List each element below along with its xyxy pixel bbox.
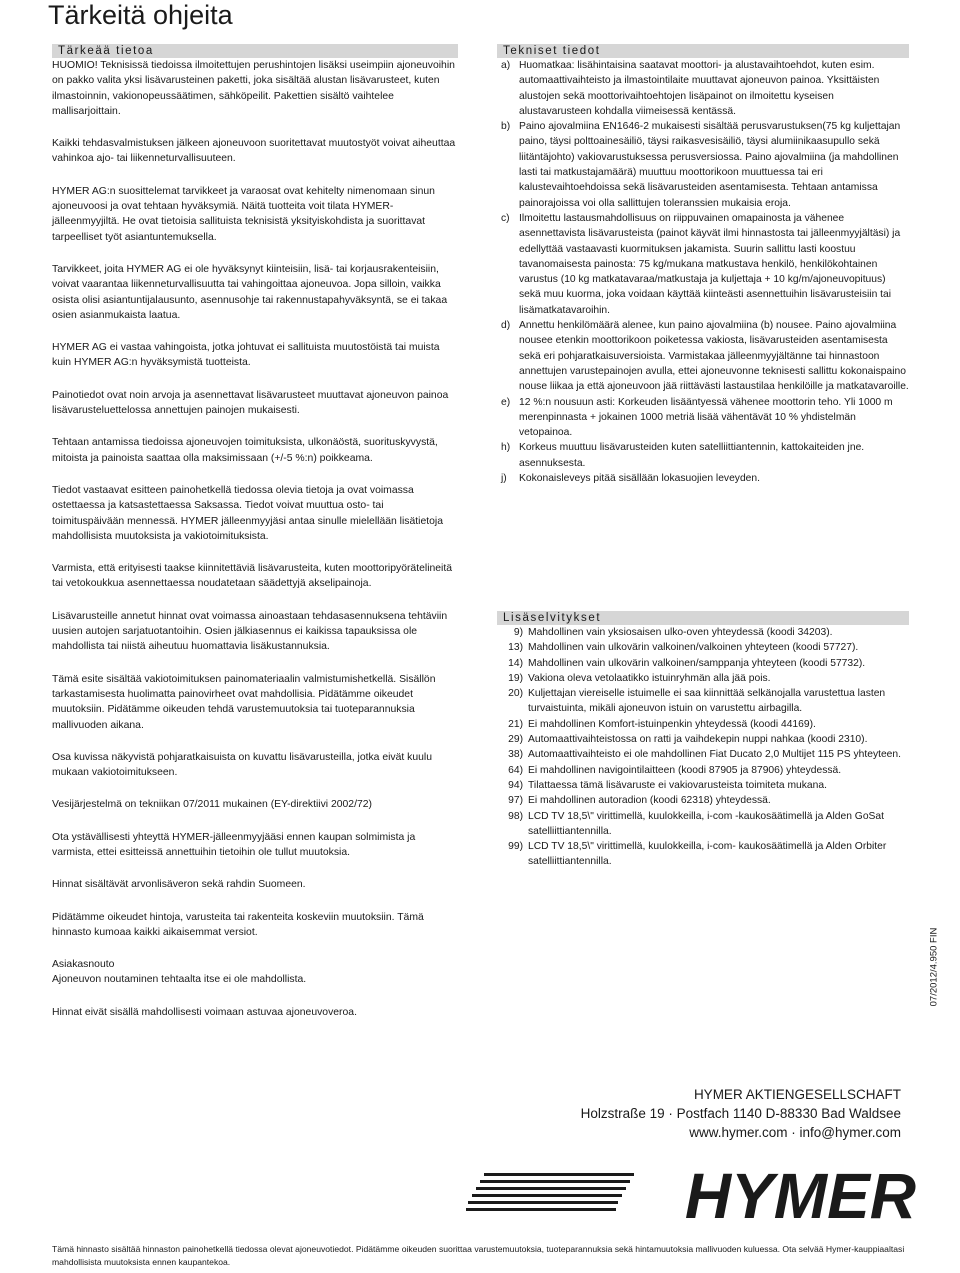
explanation-item-key: 20)	[508, 688, 523, 700]
technical-heading: Tekniset tiedot	[497, 44, 909, 58]
important-paragraph: Hinnat sisältävät arvonlisäveron sekä rahdin Suomeen.	[52, 879, 306, 891]
technical-item-key: d)	[501, 320, 511, 332]
document-code: 07/2012/4.950 FIN	[928, 927, 940, 1007]
important-paragraph: Lisävarusteille annetut hinnat ovat voimassa ainoastaan tehdasasennuksena tehtäviin uusien autojen sarjatuotantoihin. Osien jälkiasennus ei kaikissa tapauksissa ole mahdollista tai niistä aiheutuu huomattavia lisäkustannuksia.	[52, 610, 448, 653]
important-paragraph: HYMER AG ei vastaa vahingoista, jotka johtuvat ei sallituista muutostöistä tai muista kuin HYMER AG:n hyväksymistä tuotteista.	[52, 342, 440, 369]
important-paragraph: Ota ystävällisesti yhteyttä HYMER-jälleenmyyjääsi ennen kaupan solmimista ja varmista, ettei esitteissä annettuihin tietoihin ole tullut muutoksia.	[52, 831, 416, 858]
explanation-item	[497, 656, 909, 671]
company-address: Holzstraße 19 · Postfach 1140 D-88330 Bad Waldsee	[580, 1106, 901, 1121]
explanation-item	[497, 839, 909, 870]
technical-item-text: 12 %:n nousuun asti: Korkeuden lisääntyessä vähenee moottorin teho. Yli 1000 m merenpinnasta + jokainen 1000 metriä lisää vähentävät 10 % yhdistelmän vetopainoa.	[519, 396, 893, 439]
explanation-item-key: 64)	[508, 764, 523, 776]
important-paragraph: Hinnat eivät sisällä mahdollisesti voimaan astuvaa ajoneuvoveroa.	[52, 1006, 357, 1018]
important-paragraph: HUOMIO! Teknisissä tiedoissa ilmoitettujen perushintojen lisäksi useimpiin ajoneuvoihin on pakko valita yksi lisävarusteinen paketti, joka sisältää alustan lisävarusteet, kuten ilmastoinnin, vakionopeussäätimen, sähköpeilit. Pakettien sisältö vaihtelee mallisarjoittain.	[52, 60, 455, 117]
explanation-item-key: 38)	[508, 749, 523, 761]
explanation-item-text: LCD TV 18,5\" virittimellä, kuulokkeilla, i-com- kaukosäätimellä ja Alden Orbiter satelliittiantennilla.	[528, 841, 887, 868]
important-paragraph: Asiakasnouto Ajoneuvon noutaminen tehtaalta itse ei ole mahdollista.	[52, 959, 307, 986]
explanation-item-key: 99)	[508, 841, 523, 853]
explanation-item	[497, 686, 909, 717]
important-paragraph: Tarvikkeet, joita HYMER AG ei ole hyväksynyt kiinteisiin, lisä- tai korjausrakenteisiin, voivat vaarantaa liikenneturvallisuutta tai vahingoittaa ajoneuvoa. Jopa silloin, vaikka osista olisi asiantuntijalausunto, asennusohje tai rakennustapahyväksyntä, se ei takaa osien asianmukaista laatua.	[52, 263, 448, 321]
important-paragraph: Painotiedot ovat noin arvoja ja asennettavat lisävarusteet muuttavat ajoneuvon painoa lisävarusteluettelossa annettujen painojen mukaisesti.	[52, 389, 449, 417]
technical-item-key: e)	[501, 396, 511, 408]
important-paragraph: Tehtaan antamissa tiedoissa ajoneuvojen toimituksista, ulkonäöstä, suorituskyvystä, mitoista ja painoista saattaa olla maksimissaan (+/-5 %:n) poikkeama.	[52, 437, 438, 464]
technical-item	[497, 119, 909, 211]
technical-item-key: c)	[501, 212, 510, 224]
technical-item-text: Huomatkaa: lisähintaisina saatavat moottori- ja alustavaihtoehdot, kuten esim. automaattivaihteisto ja ilmastointilaite muuttavat ajoneuvon painoa. Yksittäisten alustojen sekä moottorivaihtoehtojen lisäpainot on ilmoitettu kyseisen alustavarusteen kohdalla viimeisessä kentässä.	[519, 60, 880, 117]
explanation-item-key: 13)	[508, 642, 523, 654]
explanation-item-key: 97)	[508, 795, 523, 807]
explanation-item-key: 29)	[508, 734, 523, 746]
technical-item	[497, 471, 909, 486]
explanation-item-text: Automaattivaihteisto ei ole mahdollinen Fiat Ducato 2,0 Multijet 115 PS yhteyteen.	[528, 749, 901, 761]
explanation-item	[497, 793, 909, 808]
explanation-item-text: Tilattaessa tämä lisävaruste ei vakiovarusteista toimiteta mukana.	[528, 779, 827, 791]
explanation-item-text: Mahdollinen vain yksiosaisen ulko-oven yhteydessä (koodi 34203).	[528, 627, 833, 638]
important-paragraph: Vesijärjestelmä on tekniikan 07/2011 mukainen (EY-direktiivi 2002/72)	[52, 799, 372, 811]
explanation-item	[497, 717, 909, 732]
explanation-item-text: Mahdollinen vain ulkovärin valkoinen/valkoinen yhteyteen (koodi 57727).	[528, 642, 859, 654]
technical-item-key: a)	[501, 60, 511, 71]
footer-note: Tämä hinnasto sisältää hinnaston painohetkellä tiedossa olevat ajoneuvotiedot. Pidätämme oikeuden suorittaa varustemuutoksia, tuoteparannuksia sekä hintamuutoksia mallivuoden kuluessa. Ota selvää Hymer-kauppiaaltasi mahdollisista muutoksista ennen kaupantekoa.	[52, 1244, 905, 1267]
important-paragraph: Pidätämme oikeudet hintoja, varusteita tai rakenteita koskeviin muutoksiin. Tämä hinnasto kumoaa kaikki aikaisemmat versiot.	[52, 911, 424, 938]
explanation-item-key: 9)	[513, 627, 523, 638]
technical-item-text: Paino ajovalmiina EN1646-2 mukaisesti sisältää perusvarustuksen(75 kg kuljettajan paino, täysi polttoainesäiliö, täysi raikasvesisäiliö, täysi alumiinikaasupullo sekä liitäntäjohto) vakiovarustuksessa perusversiossa. Paino ajovalmiina (ja mahdollinen lasti tai matkustajamäärä) muuttuu moottorikoon muuttuessa tai eri kalustevaihtoehdoissa sekä lisävarusteiden asentamisesta. Tehtaan antamissa painorajoissa voi olla sallittujen toleranssien mukaisia eroja.	[519, 121, 901, 209]
explanation-item-text: LCD TV 18,5\" virittimellä, kuulokkeilla, i-com -kaukosäätimellä ja Alden GoSat satelliittiantennilla.	[528, 810, 884, 837]
technical-item	[497, 395, 909, 441]
explanation-item-text: Ei mahdollinen Komfort-istuinpenkin yhteydessä (koodi 44169).	[528, 718, 816, 730]
logo-wordmark: HYMER	[684, 1163, 916, 1225]
explanation-item	[497, 671, 909, 686]
technical-item-key: b)	[501, 121, 511, 133]
explanation-item	[497, 778, 909, 793]
explanation-item-key: 14)	[508, 657, 523, 669]
explanations-heading: Lisäselvitykset	[497, 611, 909, 625]
explanation-item-text: Vakiona oleva vetolaatikko istuinryhmän alla jää pois.	[528, 672, 771, 684]
technical-item-text: Annettu henkilömäärä alenee, kun paino ajovalmiina (b) nousee. Paino ajovalmiina nousee etenkin moottorikoon poiketessa vakiosta, lisävarusteiden asentamisesta sekä eri pohjaratkaisuversioista. Varmistakaa jälleenmyyjältänne tai hinnastoon annettujen varustepainojen avulla, ettei ajoneuvonne teknisesti sallittu kokonaispaino nouse liikaa ja että ajoneuvoon jää riittävästi lastaustilaa henkilöille ja matkatavaroille.	[519, 320, 909, 393]
important-paragraph: Osa kuvissa näkyvistä pohjaratkaisuista on kuvattu lisävarusteilla, jotka eivät kuulu mukaan vakiotoimitukseen.	[52, 751, 433, 779]
explanation-item-text: Mahdollinen vain ulkovärin valkoinen/samppanja yhteyteen (koodi 57732).	[528, 657, 866, 669]
explanation-item	[497, 809, 909, 840]
explanation-item-key: 19)	[508, 672, 523, 684]
technical-item-key: h)	[501, 442, 511, 454]
explanation-item	[497, 747, 909, 762]
explanation-item-text: Automaattivaihteistossa on ratti ja vaihdekepin nuppi nahkaa (koodi 2310).	[528, 734, 868, 746]
explanation-item	[497, 732, 909, 747]
technical-item-text: Korkeus muuttuu lisävarusteiden kuten satelliittiantennin, kattokaiteiden jne. asennuksesta.	[519, 442, 865, 469]
company-web: www.hymer.com · info@hymer.com	[689, 1125, 901, 1140]
explanations-section	[497, 611, 909, 870]
explanation-item-text: Kuljettajan viereiselle istuimelle ei saa kiinnittää selkänojalla varustettua lasten turvaistuinta, mikäli ajoneuvon istuin on varustettu airbagilla.	[528, 688, 886, 715]
explanation-item	[497, 625, 909, 640]
technical-item	[497, 58, 909, 119]
important-section	[52, 44, 458, 1037]
important-heading: Tärkeää tietoa	[52, 44, 458, 58]
technical-item-text: Kokonaisleveys pitää sisällään lokasuojien leveyden.	[519, 473, 760, 485]
explanation-item-text: Ei mahdollinen autoradion (koodi 62318) yhteydessä.	[528, 795, 771, 807]
important-paragraph: Tiedot vastaavat esitteen painohetkellä tiedossa olevia tietoja ja ovat voimassa ostettaessa ja katsastettaessa Saksassa. Tiedot voivat muuttua osto- tai toimituspäivään mennessä. HYMER jälleenmyyjäsi antaa sinulle mielellään lisätietoja mahdollisista muutoksista ja vakiotoimituksista.	[52, 484, 443, 542]
technical-list	[497, 58, 909, 486]
hymer-logo	[466, 1163, 918, 1225]
explanation-item-text: Ei mahdollinen navigointilaitteen (koodi 87905 ja 87906) yhteydessä.	[528, 764, 842, 776]
explanation-item	[497, 640, 909, 655]
explanation-item-key: 94)	[508, 779, 523, 791]
important-paragraph: Kaikki tehdasvalmistuksen jälkeen ajoneuvoon suoritettavat muutostyöt voivat aiheuttaa vahinkoa ajo- tai liikenneturvallisuuteen.	[52, 138, 456, 165]
explanations-list	[497, 625, 909, 870]
important-paragraph: Tämä esite sisältää vakiotoimituksen painomateriaalin valmistumishetkellä. Sisällön tarkastamisesta huolimatta painovirheet ovat mahdollisia. Pidätämme oikeudet muutoksiin. Pidätämme oikeuden tehdä varustemuutoksia tai tuoteparannuksia mallivuoden aikana.	[52, 673, 436, 731]
company-name: HYMER AKTIENGESELLSCHAFT	[693, 1087, 901, 1102]
explanation-item-key: 98)	[508, 810, 523, 822]
important-paragraph: HYMER AG:n suosittelemat tarvikkeet ja varaosat ovat kehitelty nimenomaan sinun ajoneuvoosi ja ovat tehtaan hyväksymiä. Näitä tuotteita voit tilata HYMER-jälleenmyyjiltä. He ovat tietoisia sallituista teknisistä yksityiskohdista ja suorittavat tarpeelliset työt asiantuntemuksella.	[52, 185, 435, 243]
technical-item	[497, 211, 909, 318]
explanation-item	[497, 763, 909, 778]
explanation-item-key: 21)	[508, 718, 523, 730]
page-title: Tärkeitä ohjeita	[48, 0, 233, 30]
technical-item-key: j)	[501, 473, 507, 485]
important-paragraph: Varmista, että erityisesti taakse kiinnitettäviä lisävarusteita, kuten moottoripyörätelineitä tai vetokoukkua asennettaessa noudatetaan säädettyjä akselipainoja.	[52, 563, 453, 590]
technical-item	[497, 318, 909, 394]
technical-item	[497, 440, 909, 471]
company-block	[581, 1085, 901, 1142]
technical-item-text: Ilmoitettu lastausmahdollisuus on riippuvainen omapainosta ja vähenee asennettavista lisävarusteista (painot käyvät ilmi hinnastosta tai jälleenmyyjältäsi) ja edellyttää vastaavasti kuormituksen jakamista. Suurin sallittu lasti koostuu tavanomaisesta painosta: 75 kg/mukana matkustava henkilö, henkilökohtainen varustus (10 kg matkatavaraa/matkustaja ja kuljettaja + 10 kg/m/ajoneuvopituus) sekä muu kuorma, joka voidaan käyttää kiinteästi asennettuihin lisävarusteisiin tai lisämatkatavaroihin.	[519, 212, 901, 316]
important-body	[52, 58, 458, 1020]
technical-section	[497, 44, 909, 486]
